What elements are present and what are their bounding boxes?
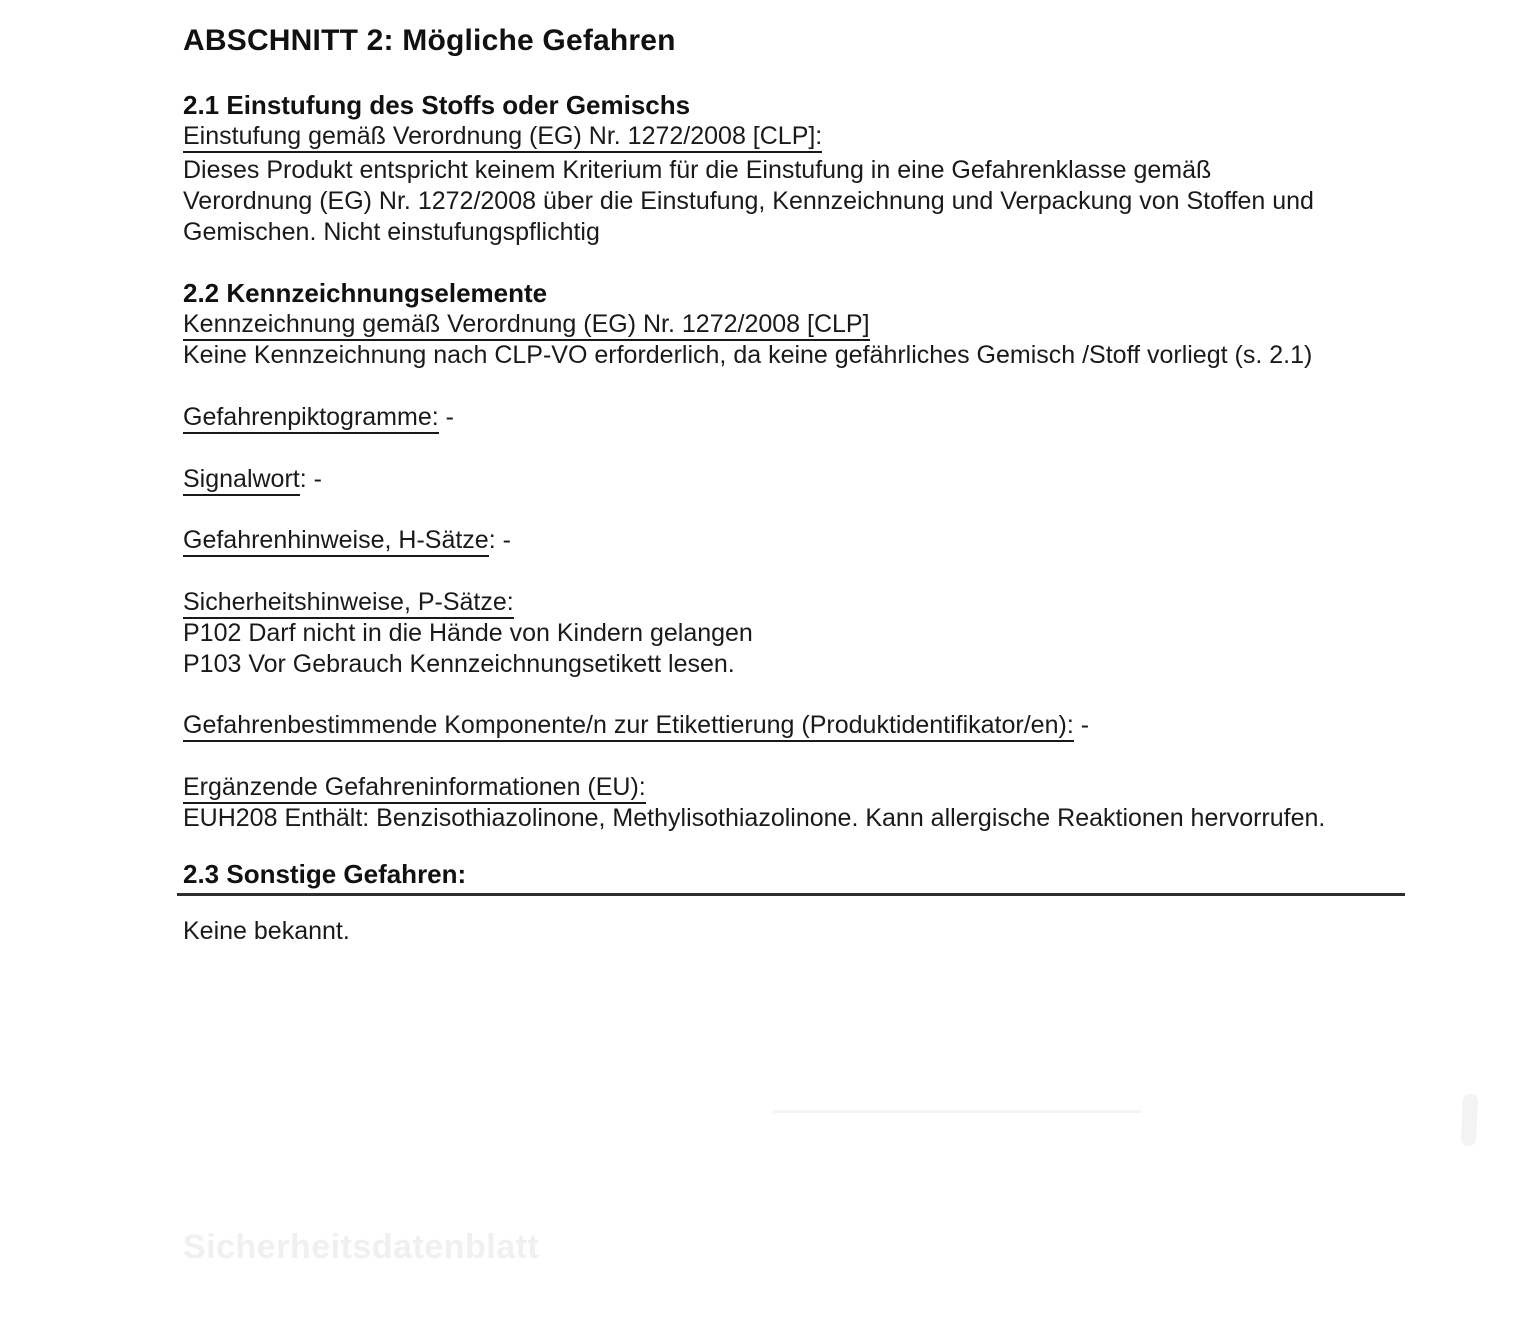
p-statements-label: Sicherheitshinweise, P-Sätze:: [183, 588, 514, 619]
signal-word-value: : -: [299, 465, 322, 493]
labelling-regulation-label: Kennzeichnung gemäß Verordnung (EG) Nr. 1272/2008 [CLP]: [183, 310, 870, 341]
faint-scan-line: [773, 1110, 1141, 1113]
p-statement-p102: P102 Darf nicht in die Hände von Kindern gelangen: [183, 619, 753, 647]
classification-line-3: Gemischen. Nicht einstufungspflichtig: [183, 218, 600, 246]
euh-label-row: [183, 772, 1408, 803]
hazard-pictograms-row: [183, 402, 1408, 433]
labelling-regulation-label-row: [183, 309, 1408, 340]
section-2-3: [183, 859, 1408, 947]
euh-block: [183, 772, 1408, 834]
other-hazards-statement: Keine bekannt.: [183, 917, 350, 945]
faint-scan-mark: [1461, 1094, 1479, 1147]
h-statements-value: : -: [488, 526, 511, 554]
p-statement-p103: P103 Vor Gebrauch Kennzeichnungsetikett lesen.: [183, 650, 735, 678]
section-2-title: ABSCHNITT 2: Mögliche Gefahren: [183, 24, 676, 57]
classification-line-1: Dieses Produkt entspricht keinem Kriterium für die Einstufung in eine Gefahrenklasse gemäß: [183, 156, 1212, 184]
classification-statement: [183, 155, 1408, 248]
section-2-1: [183, 90, 1408, 248]
euh-label: Ergänzende Gefahreninformationen (EU):: [183, 773, 646, 804]
signal-word-row: [183, 464, 1408, 495]
labelling-components-label: Gefahrenbestimmende Komponente/n zur Etikettierung (Produktidentifikator/en):: [183, 711, 1074, 742]
signal-word-label: Signalwort: [183, 465, 300, 496]
labelling-components-row: [183, 710, 1408, 741]
labelling-components-value: -: [1073, 711, 1090, 739]
hazard-pictograms-label: Gefahrenpiktogramme:: [183, 403, 439, 434]
p-statements-block: [183, 587, 1408, 680]
heading-2-1: 2.1 Einstufung des Stoffs oder Gemischs: [183, 90, 691, 120]
page-content: [183, 24, 1408, 947]
section-2-2: [183, 278, 1408, 834]
clp-classification-label: Einstufung gemäß Verordnung (EG) Nr. 1272/2008 [CLP]:: [183, 122, 822, 153]
clp-classification-label-row: [183, 121, 1408, 152]
h-statements-row: [183, 525, 1408, 556]
h-statements-label: Gefahrenhinweise, H-Sätze: [183, 526, 489, 557]
page-watermark: Sicherheitsdatenblatt: [183, 1228, 540, 1266]
heading-2-3: [177, 859, 1405, 896]
euh-statement: EUH208 Enthält: Benzisothiazolinone, Methylisothiazolinone. Kann allergische Reaktionen hervorrufen.: [183, 804, 1326, 832]
labelling-statement: Keine Kennzeichnung nach CLP-VO erforderlich, da keine gefährliches Gemisch /Stoff vorliegt (s. 2.1): [183, 341, 1313, 369]
heading-2-3-text: 2.3 Sonstige Gefahren:: [183, 859, 467, 889]
classification-line-2: Verordnung (EG) Nr. 1272/2008 über die Einstufung, Kennzeichnung und Verpackung von Stoffen und: [183, 187, 1314, 215]
heading-2-2: 2.2 Kennzeichnungselemente: [183, 278, 548, 308]
p-statements-label-row: [183, 587, 1408, 618]
hazard-pictograms-value: -: [438, 403, 454, 431]
